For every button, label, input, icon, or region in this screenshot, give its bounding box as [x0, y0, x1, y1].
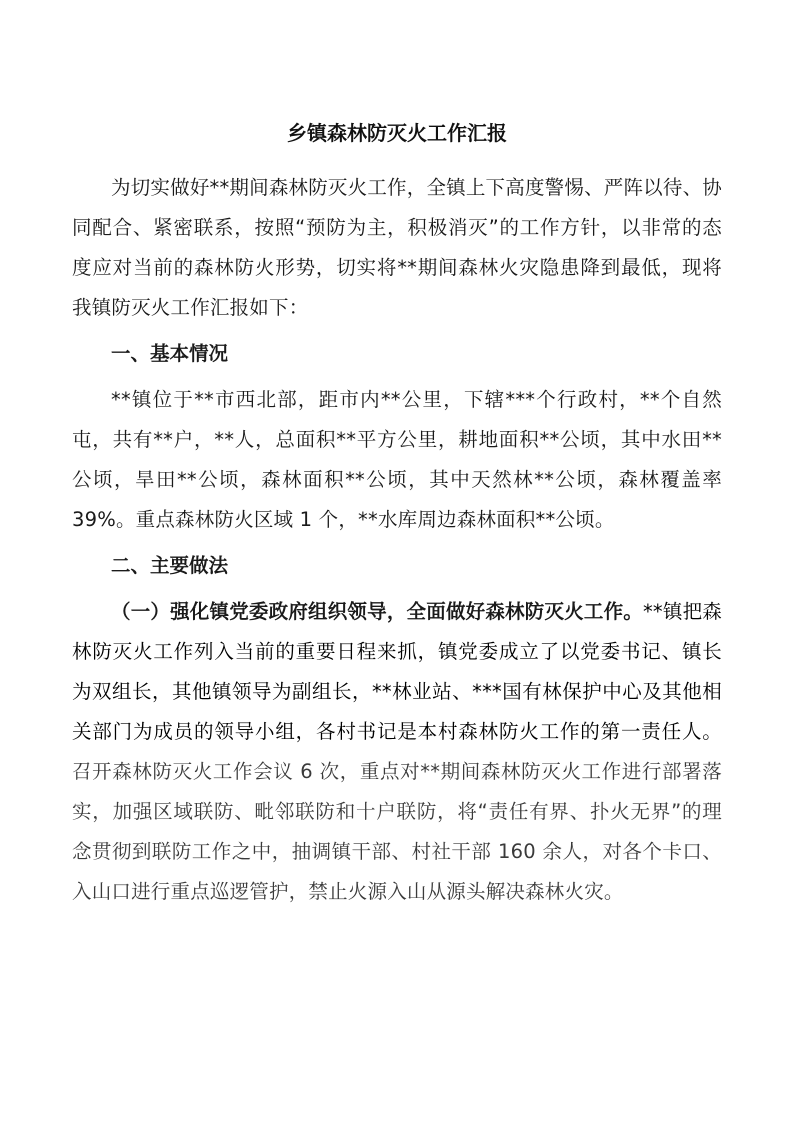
measure-1-lead: （一）强化镇党委政府组织领导，全面做好森林防灭火工作。	[111, 600, 643, 623]
measure-1-body-a: **镇把森林防灭火工作列入当前的重要日程来抓，镇党委成立了以党委书记、镇长为双组长，其他镇领导为副组长，**林业站、***国有林保护中心及其他相关部门为成员的领导小组，各村书记是本村森林防火工作的第一责任人。	[72, 600, 722, 743]
measure-1-paragraph	[72, 592, 722, 912]
document-page	[72, 118, 722, 912]
document-title: 乡镇森林防灭火工作汇报	[287, 121, 507, 145]
basic-info-paragraph: **镇位于**市西北部，距市内**公里，下辖***个行政村，**个自然屯，共有**户，**人，总面积**平方公里，耕地面积**公顷，其中水田**公顷，旱田**公顷，森林面积**公顷，其中天然林**公顷，森林覆盖率 39%。重点森林防火区域 1 个，**水库周边森林面积**公顷。	[72, 388, 722, 531]
section-heading-basic-info: 一、基本情况	[111, 342, 229, 365]
intro-paragraph: 为切实做好**期间森林防灭火工作，全镇上下高度警惕、严阵以待、协同配合、紧密联系，按照“预防为主，积极消灭”的工作方针，以非常的态度应对当前的森林防火形势，切实将**期间森林火灾隐患降到最低，现将我镇防灭火工作汇报如下：	[72, 176, 722, 319]
measure-1-body-b: 召开森林防灭火工作会议 6 次，重点对**期间森林防灭火工作进行部署落实，加强区域联防、毗邻联防和十户联防，将“责任有界、扑火无界”的理念贯彻到联防工作之中，抽调镇干部、村社干部 160 余人，对各个卡口、入山口进行重点巡逻管护，禁止火源入山从源头解决森林火灾。	[72, 760, 722, 903]
section-heading-main-measures: 二、主要做法	[111, 554, 229, 577]
